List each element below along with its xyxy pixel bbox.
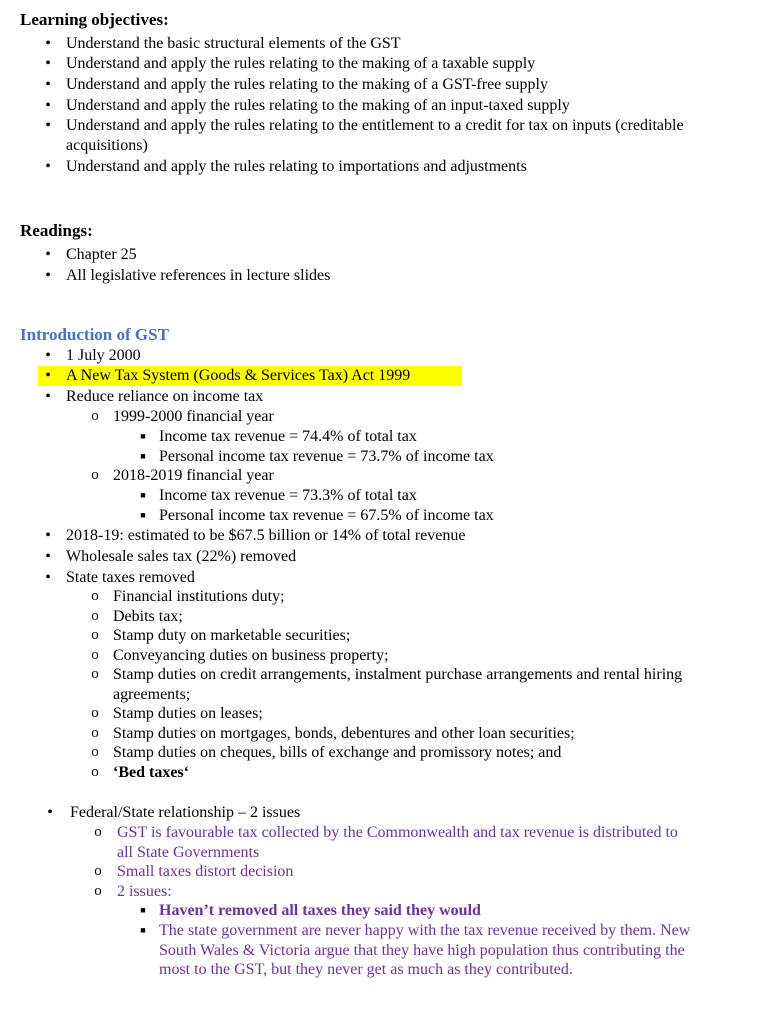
state-tax-item-bed-taxes: ‘Bed taxes‘ — [113, 764, 189, 781]
bullet-icon: • — [45, 388, 51, 405]
intro-reduce: Reduce reliance on income tax — [66, 388, 264, 405]
bullet-icon: • — [45, 527, 51, 544]
circle-bullet-icon: o — [91, 647, 99, 663]
bullet-icon: • — [45, 158, 51, 175]
federal-note: Small taxes distort decision — [117, 863, 294, 880]
objective-item: Understand and apply the rules relating to the entitlement to a credit for tax on inputs (creditable — [66, 117, 684, 134]
circle-bullet-icon: o — [91, 588, 99, 604]
bullet-icon: • — [45, 35, 51, 52]
intro-date: 1 July 2000 — [66, 347, 141, 364]
bullet-icon: • — [45, 117, 51, 134]
state-tax-item: Stamp duties on credit arrangements, instalment purchase arrangements and rental hiring — [113, 666, 683, 683]
intro-estimate: 2018-19: estimated to be $67.5 billion or 14% of total revenue — [66, 527, 466, 544]
federal-note-continuation: all State Governments — [117, 844, 260, 861]
bullet-icon: • — [45, 267, 51, 284]
state-tax-item-continuation: agreements; — [113, 686, 191, 703]
federal-heading: Federal/State relationship – 2 issues — [70, 804, 301, 821]
federal-issue-continuation: most to the GST, but they never get as much as they contributed. — [159, 961, 573, 978]
state-tax-item: Stamp duties on mortgages, bonds, debentures and other loan securities; — [113, 725, 575, 742]
intro-heading: Introduction of GST — [20, 325, 169, 344]
square-bullet-icon: ■ — [140, 925, 146, 935]
fy1-label: 1999-2000 financial year — [113, 408, 274, 425]
bullet-icon: • — [45, 246, 51, 263]
fy2-label: 2018-2019 financial year — [113, 467, 274, 484]
reading-item: All legislative references in lecture slides — [66, 267, 331, 284]
state-tax-item: Stamp duty on marketable securities; — [113, 627, 351, 644]
objective-item: Understand and apply the rules relating to the making of a GST-free supply — [66, 76, 548, 93]
bullet-icon: • — [45, 55, 51, 72]
intro-wholesale: Wholesale sales tax (22%) removed — [66, 548, 297, 565]
circle-bullet-icon: o — [91, 608, 99, 624]
circle-bullet-icon: o — [91, 408, 99, 424]
square-bullet-icon: ■ — [140, 510, 146, 520]
circle-bullet-icon: o — [91, 467, 99, 483]
state-tax-item: Debits tax; — [113, 608, 183, 625]
state-tax-item: Conveyancing duties on business property; — [113, 647, 389, 664]
bullet-icon: • — [45, 569, 51, 586]
intro-act-highlighted: A New Tax System (Goods & Services Tax) Act 1999 — [66, 367, 411, 384]
circle-bullet-icon: o — [94, 883, 102, 899]
circle-bullet-icon: o — [91, 627, 99, 643]
learning-objectives-heading: Learning objectives: — [20, 10, 169, 29]
fy2-item: Income tax revenue = 73.3% of total tax — [159, 487, 417, 504]
state-tax-item: Stamp duties on cheques, bills of exchange and promissory notes; and — [113, 744, 562, 761]
fy2-item: Personal income tax revenue = 67.5% of income tax — [159, 507, 494, 524]
square-bullet-icon: ■ — [140, 451, 146, 461]
bullet-icon: • — [47, 804, 53, 821]
circle-bullet-icon: o — [91, 666, 99, 682]
bullet-icon: • — [45, 347, 51, 364]
federal-note: GST is favourable tax collected by the Commonwealth and tax revenue is distributed to — [117, 824, 678, 841]
objective-item: Understand and apply the rules relating to importations and adjustments — [66, 158, 527, 175]
state-tax-item: Financial institutions duty; — [113, 588, 285, 605]
circle-bullet-icon: o — [91, 744, 99, 760]
federal-issue: The state government are never happy with the tax revenue received by them. New — [159, 922, 691, 939]
fy1-item: Income tax revenue = 74.4% of total tax — [159, 428, 417, 445]
federal-issue-continuation: South Wales & Victoria argue that they have high population thus contributing the — [159, 942, 685, 959]
objective-item: Understand and apply the rules relating to the making of an input-taxed supply — [66, 97, 570, 114]
bullet-icon: • — [45, 548, 51, 565]
reading-item: Chapter 25 — [66, 246, 137, 263]
circle-bullet-icon: o — [91, 705, 99, 721]
bullet-icon: • — [45, 97, 51, 114]
bullet-icon: • — [45, 76, 51, 93]
intro-state-taxes: State taxes removed — [66, 569, 195, 586]
bullet-icon: • — [45, 367, 51, 384]
square-bullet-icon: ■ — [140, 490, 146, 500]
objective-item: Understand the basic structural elements of the GST — [66, 35, 401, 52]
objective-item-continuation: acquisitions) — [66, 137, 148, 154]
federal-note: 2 issues: — [117, 883, 172, 900]
federal-issue-bold: Haven’t removed all taxes they said they would — [159, 902, 481, 919]
fy1-item: Personal income tax revenue = 73.7% of income tax — [159, 448, 494, 465]
state-tax-item: Stamp duties on leases; — [113, 705, 263, 722]
circle-bullet-icon: o — [94, 824, 102, 840]
circle-bullet-icon: o — [91, 764, 99, 780]
circle-bullet-icon: o — [94, 863, 102, 879]
readings-heading: Readings: — [20, 221, 93, 240]
circle-bullet-icon: o — [91, 725, 99, 741]
square-bullet-icon: ■ — [140, 905, 146, 915]
objective-item: Understand and apply the rules relating to the making of a taxable supply — [66, 55, 536, 72]
square-bullet-icon: ■ — [140, 431, 146, 441]
